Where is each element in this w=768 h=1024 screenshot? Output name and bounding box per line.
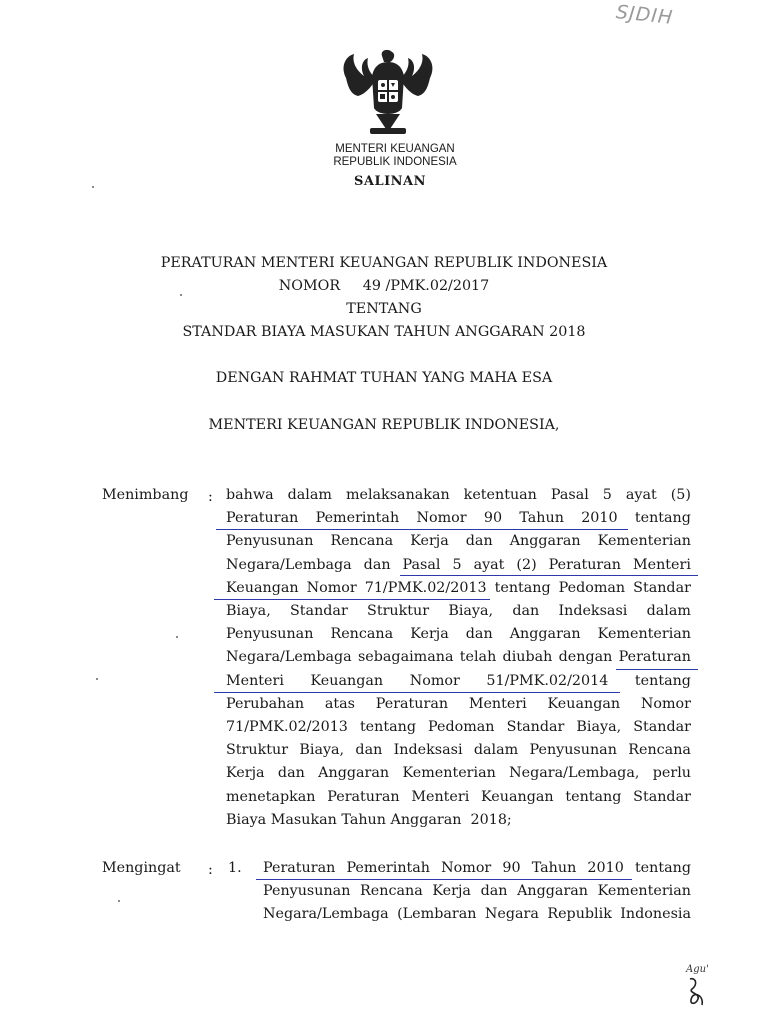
regulation-number: NOMOR 49 /PMK.02/2017 (278, 278, 490, 294)
salinan-label: SALINAN (353, 174, 427, 189)
scan-speck (118, 900, 120, 902)
regulation-title: PERATURAN MENTERI KEUANGAN REPUBLIK INDONESIA (160, 255, 608, 271)
menimbang-line: 71/PMK.02/2013 tentang Pedoman Standar Biaya, Standar (226, 719, 691, 735)
menimbang-line: menetapkan Peraturan Menteri Keuangan tentang Standar (226, 788, 691, 805)
underline (256, 879, 632, 880)
ministry-heading-line1: MENTERI KEUANGAN (335, 143, 455, 155)
regulation-subject: STANDAR BIAYA MASUKAN TAHUN ANGGARAN 2018 (182, 324, 586, 340)
menimbang-line: Penyusunan Rencana Kerja dan Anggaran Kementerian (226, 533, 691, 550)
mengingat-item1-line: Penyusunan Rencana Kerja dan Anggaran Kementerian (263, 883, 691, 900)
menimbang-line: Penyusunan Rencana Kerja dan Anggaran Kementerian (226, 626, 691, 643)
menimbang-line: Negara/Lembaga sebagaimana telah diubah dengan Peraturan (226, 649, 691, 666)
handwritten-note: SJDIH (615, 1, 675, 29)
menimbang-line: Kerja dan Anggaran Kementerian Negara/Lembaga, perlu (226, 765, 691, 782)
garuda-emblem-icon (336, 48, 440, 138)
underline (214, 692, 620, 693)
mengingat-colon: : (208, 862, 213, 878)
underline (216, 529, 628, 530)
scan-speck (96, 678, 98, 680)
signature-icon (682, 975, 712, 1009)
underline (214, 599, 490, 600)
scan-speck (176, 636, 178, 638)
paraf-text: Agu' (686, 964, 709, 975)
invocation: DENGAN RAHMAT TUHAN YANG MAHA ESA (215, 370, 553, 386)
menimbang-label: Menimbang (102, 487, 189, 503)
menimbang-line: Menteri Keuangan Nomor 51/PMK.02/2014 tentang (226, 672, 691, 689)
menimbang-line: Struktur Biaya, dan Indeksasi dalam Penyusunan Rencana (226, 742, 691, 759)
menimbang-line: bahwa dalam melaksanakan ketentuan Pasal 5 ayat (5) (226, 487, 691, 503)
menimbang-line: Peraturan Pemerintah Nomor 90 Tahun 2010 tentang (226, 510, 691, 527)
regulation-tentang: TENTANG (346, 301, 422, 317)
ministry-heading-line2: REPUBLIK INDONESIA (333, 156, 457, 168)
issuer: MENTERI KEUANGAN REPUBLIK INDONESIA, (208, 417, 560, 433)
mengingat-item1-line: Negara/Lembaga (Lembaran Negara Republik Indonesia (263, 906, 691, 923)
mengingat-item-number: 1. (228, 860, 242, 876)
scan-speck (180, 294, 182, 296)
menimbang-line: Biaya, Standar Struktur Biaya, dan Indeksasi dalam (226, 603, 691, 619)
mengingat-label: Mengingat (102, 860, 181, 876)
scan-speck (92, 186, 94, 188)
underline (400, 575, 698, 576)
menimbang-line: Perubahan atas Peraturan Menteri Keuangan Nomor (226, 695, 691, 712)
menimbang-line: Keuangan Nomor 71/PMK.02/2013 tentang Pedoman Standar (226, 579, 691, 596)
menimbang-colon: : (208, 489, 213, 505)
mengingat-item1-line: Peraturan Pemerintah Nomor 90 Tahun 2010 tentang (263, 860, 691, 876)
underline (616, 669, 698, 670)
menimbang-line: Biaya Masukan Tahun Anggaran 2018; (226, 811, 512, 828)
paraf-initials (682, 964, 722, 1014)
menimbang-line: Negara/Lembaga dan Pasal 5 ayat (2) Peraturan Menteri (226, 556, 691, 573)
